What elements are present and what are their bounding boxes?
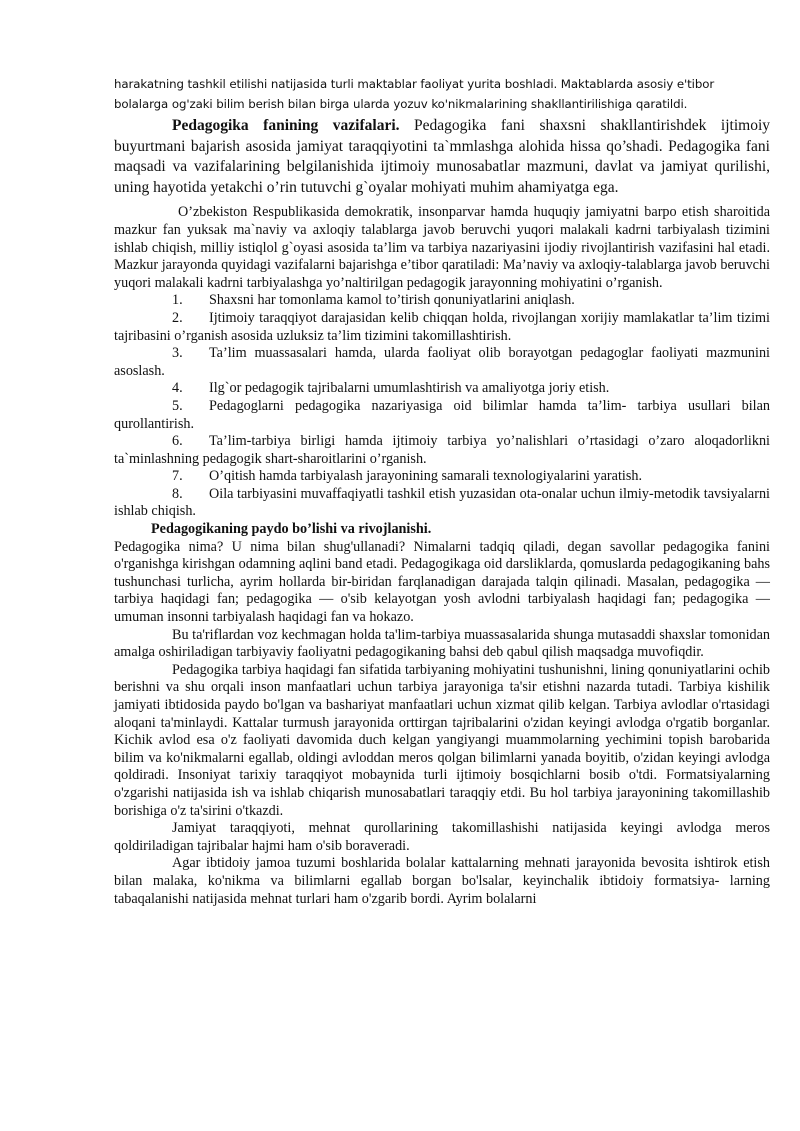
list-item-number: 2.	[172, 309, 183, 326]
list-item-text: O’qitish hamda tarbiyalash jarayonining samarali texnologiyalarini yaratish.	[209, 468, 642, 485]
list-item	[114, 433, 770, 468]
list-item-number: 7.	[172, 468, 183, 485]
tasks-list	[114, 292, 770, 521]
list-item	[114, 468, 770, 486]
intro-line-1: harakatning tashkil etilishi natijasida turli maktablar faoliyat yurita boshladi. Maktablarda asosiy e'tibor	[114, 77, 715, 91]
origin-paragraph-1: Pedagogika nima? U nima bilan shug'ullanadi? Nimalarni tadqiq qiladi, degan savollar pedagogika fanini o'rganishga kirishgan odamning aqlini band etadi. Pedagogikaga oid darsliklarda, qomuslarda pedagogikaning bahs tushunchasi turlicha, ayrim hollarda bir-biridan farqlanadigan darajada talqin qilinadi. Masalan, pedagogika — tarbiya haqidagi fan; pedagogika — o'sib kelayotgan yosh avlodni tarbiyalash haqidagi fan; pedagogika — umuman insonni tarbiyalash haqidagi fan va hokazo.	[114, 538, 770, 626]
list-item	[114, 398, 770, 433]
list-item-text: Ta’lim muassasalari hamda, ularda faoliyat olib borayotgan pedagoglar faoliyati mazmunini asoslash.	[114, 345, 770, 379]
intro-line-2: bolalarga og'zaki bilim berish bilan birga ularda yozuv ko'nikmalarining shakllantirilishiga qaratildi.	[114, 97, 688, 111]
list-item-number: 4.	[172, 380, 183, 397]
document-page	[114, 74, 770, 908]
list-item-text: Ta’lim-tarbiya birligi hamda ijtimoiy tarbiya yo’nalishlari o’rtasidagi o’zaro aloqadorlikni ta`minlashning pedagogik shart-sharoitlarini o’rganish.	[114, 433, 770, 467]
section-heading: Pedagogikaning paydo bo’lishi va rivojlanishi.	[151, 521, 432, 538]
list-item	[114, 292, 770, 310]
list-item-text: Shaxsni har tomonlama kamol to’tirish qonuniyatlarini aniqlash.	[209, 292, 575, 309]
list-item-text: Ilg`or pedagogik tajribalarni umumlashtirish va amaliyotga joriy etish.	[209, 380, 610, 397]
vazifalar-text: Pedagogika fani shaxsni shakllantirishdek ijtimoiy buyurtmani bajarish asosida jamiyat taraqqiyotini ta`mmlashga alohida hissa qo’shadi. Pedagogika fani maqsadi va vazifalarining belgilanishida ijtimoiy munosabatlar mazmuni, davlat va jamiyat qurilishi, uning hayotida yetakchi o’rin tutuvchi g`oyalar mohiyati muhim ahamiyatga ega.	[114, 117, 770, 196]
intro-paragraph	[114, 74, 770, 114]
list-item-number: 6.	[172, 433, 183, 450]
list-item-text: Pedagoglarni pedagogika nazariyasiga oid bilimlar hamda ta’lim- tarbiya usullari bilan qurollantirish.	[114, 397, 770, 432]
list-item	[114, 345, 770, 380]
vazifalar-paragraph	[114, 116, 770, 198]
origin-paragraph-3: Pedagogika tarbiya haqidagi fan sifatida tarbiyaning mohiyatini tushunishni, lining qonuniyatlarini ochib berishni va shu orqali inson manfaatlari uchun tarbiya jarayoniga ta'sir etishni nazarda tutadi. Tarbiya kishilik jamiyati ibtidosida paydo bo'lgan va bashariyat manfaatlari uchun xizmat qilib kelgan. Tarbiya avlodlar o'rtasidagi aloqani ta'minlaydi. Kattalar turmush jarayonida orttirgan tajribalarini o'zidan keyingi avlodga o'rgatib borganlar. Kichik avlod esa o'z faoliyati davomida duch kelgan yangiyangi muammolarning yechimini topish barobarida bilim va ko'nikmalarni egallab, oldingi avloddan meros qolgan bilimlarni yanada boyitib, o'zidan keyingi avlodga qoldiradi. Insoniyat tarixiy taraqqiyot mobaynida turli ijtimoiy bosqichlarni bosib o'tdi. Formatsiyalarning o'zgarishi natijasida ish va ishlab chiqarish munosabatlari taraqqiy etdi. Bu hol tarbiya jarayonining takomillashib borishiga o'z ta'sirini o'tkazdi.	[114, 661, 770, 819]
list-item-text: Ijtimoiy taraqqiyot darajasidan kelib chiqqan holda, rivojlangan xorijiy mamlakatlar ta’lim tizimi tajribasini o’rganish asosida uzluksiz ta’lim tizimini takomillashtirish.	[114, 309, 770, 344]
list-item-number: 1.	[172, 292, 183, 309]
list-item	[114, 380, 770, 398]
list-item-number: 3.	[172, 345, 183, 362]
vazifalar-heading: Pedagogika fanining vazifalari.	[172, 117, 400, 134]
origin-paragraph-2: Bu ta'riflardan voz kechmagan holda ta'lim-tarbiya muassasalarida shunga mutasaddi shaxslar tomonidan amalga oshiriladigan tarbiyaviy faoliyatni pedagogikaning bahsi deb qabul qilish maqsadga muvofiqdir.	[114, 626, 770, 661]
list-item	[114, 486, 770, 521]
list-item	[114, 310, 770, 345]
origin-paragraph-5: Agar ibtidoiy jamoa tuzumi boshlarida bolalar kattalarning mehnati jarayonida bevosita ishtirok etish bilan malaka, ko'nikma va bilimlarni egallab borgan bo'lsalar, keyinchalik ibtidoiy formatsiya- larning tabaqalanishi natijasida mehnat turlari ham o'zgarib bordi. Ayrim bolalarni	[114, 855, 770, 907]
list-item-number: 8.	[172, 485, 183, 502]
uzbekistan-paragraph: O’zbekiston Respublikasida demokratik, insonparvar hamda huquqiy jamiyatni barpo etish sharoitida mazkur fan yuksak ma`naviy va axloqiy talablarga javob beruvchi yuqori malakali kadrni tarbiyalash tizimini ishlab chiqish, milliy istiqlol g`oyasi asosida ta’lim va tarbiya nazariyasini ijodiy rivojlantirish vazifasini hal etadi. Mazkur jarayonda quyidagi vazifalarni bajarishga e’tibor qaratiladi: Ma’naviy va axloqiy-talablarga javob beruvchi yuqori malakali kadrni tarbiyalashga yo’naltirilgan pedagogik jarayonning mohiyatini o’rganish.	[114, 204, 770, 291]
list-item-number: 5.	[172, 397, 183, 414]
origin-paragraph-4: Jamiyat taraqqiyoti, mehnat qurollarining takomillashishi natijasida keyingi avlodga meros qoldiriladigan tajribalar hajmi ham o'sib boraveradi.	[114, 820, 770, 854]
list-item-text: Oila tarbiyasini muvaffaqiyatli tashkil etish yuzasidan ota-onalar uchun ilmiy-metodik tavsiyalarni ishlab chiqish.	[114, 485, 770, 520]
